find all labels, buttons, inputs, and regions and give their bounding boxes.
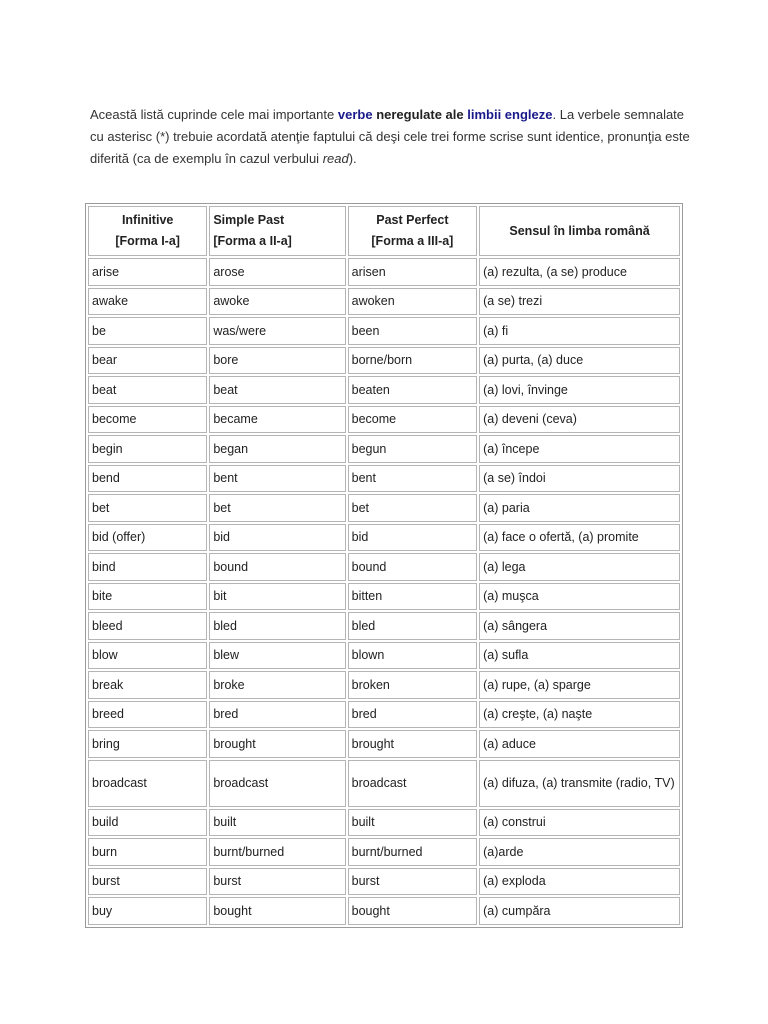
cell-simple-past: bled: [209, 612, 345, 640]
cell-simple-past: built: [209, 809, 345, 837]
table-row: [88, 494, 680, 522]
cell-infinitive: bear: [88, 347, 207, 375]
table-row: [88, 730, 680, 758]
irregular-verbs-table: [85, 203, 683, 928]
header-simple-past: [209, 206, 345, 256]
cell-past-perfect: bent: [348, 465, 478, 493]
cell-infinitive: bind: [88, 553, 207, 581]
cell-infinitive: bleed: [88, 612, 207, 640]
table-row: [88, 701, 680, 729]
cell-romanian-meaning: (a) cumpăra: [479, 897, 680, 925]
table-row: [88, 553, 680, 581]
table-row: [88, 671, 680, 699]
cell-romanian-meaning: (a) exploda: [479, 868, 680, 896]
cell-infinitive: be: [88, 317, 207, 345]
cell-simple-past: bit: [209, 583, 345, 611]
cell-simple-past: brought: [209, 730, 345, 758]
table-row: [88, 347, 680, 375]
cell-simple-past: bound: [209, 553, 345, 581]
header-past-perfect-title: Past Perfect: [376, 213, 449, 227]
cell-past-perfect: awoken: [348, 288, 478, 316]
table-row: [88, 376, 680, 404]
cell-simple-past: bet: [209, 494, 345, 522]
cell-romanian-meaning: (a se) trezi: [479, 288, 680, 316]
cell-simple-past: broadcast: [209, 760, 345, 807]
cell-simple-past: burst: [209, 868, 345, 896]
intro-bold-neregulate: neregulate ale: [376, 107, 464, 122]
table-row: [88, 583, 680, 611]
intro-text-2: . La verbele semnalate cu asterisc (*) trebuie acordată atenţie faptului că deşi cele trei forme scrise sunt identice, pronunţia este diferită (ca de exemplu în cazul verbului: [90, 107, 690, 166]
cell-romanian-meaning: (a) face o ofertă, (a) promite: [479, 524, 680, 552]
intro-paragraph: [90, 104, 690, 170]
cell-simple-past: bought: [209, 897, 345, 925]
cell-past-perfect: burst: [348, 868, 478, 896]
table-row: [88, 317, 680, 345]
cell-past-perfect: bound: [348, 553, 478, 581]
header-simple-past-form: [Forma a II-a]: [213, 234, 292, 248]
cell-romanian-meaning: (a) difuza, (a) transmite (radio, TV): [479, 760, 680, 807]
cell-past-perfect: broadcast: [348, 760, 478, 807]
cell-romanian-meaning: (a) sângera: [479, 612, 680, 640]
link-limbii-engleze[interactable]: limbii engleze: [467, 107, 553, 122]
header-infinitive: [88, 206, 207, 256]
table-row: [88, 897, 680, 925]
cell-simple-past: broke: [209, 671, 345, 699]
cell-romanian-meaning: (a) rupe, (a) sparge: [479, 671, 680, 699]
header-infinitive-form: [Forma I-a]: [115, 234, 180, 248]
table-row: [88, 642, 680, 670]
table-row: [88, 612, 680, 640]
cell-infinitive: breed: [88, 701, 207, 729]
cell-infinitive: begin: [88, 435, 207, 463]
header-simple-past-title: Simple Past: [213, 213, 285, 227]
cell-past-perfect: bid: [348, 524, 478, 552]
cell-past-perfect: bled: [348, 612, 478, 640]
cell-infinitive: bring: [88, 730, 207, 758]
cell-romanian-meaning: (a) muşca: [479, 583, 680, 611]
cell-infinitive: beat: [88, 376, 207, 404]
cell-romanian-meaning: (a se) îndoi: [479, 465, 680, 493]
cell-romanian-meaning: (a) construi: [479, 809, 680, 837]
table-row: [88, 868, 680, 896]
table-header-row: [88, 206, 680, 256]
intro-text-3: ).: [348, 151, 357, 166]
cell-infinitive: bet: [88, 494, 207, 522]
cell-past-perfect: bred: [348, 701, 478, 729]
intro-example-read: read: [322, 151, 349, 166]
cell-romanian-meaning: (a) lega: [479, 553, 680, 581]
cell-simple-past: beat: [209, 376, 345, 404]
cell-simple-past: became: [209, 406, 345, 434]
cell-infinitive: burn: [88, 838, 207, 866]
cell-past-perfect: burnt/burned: [348, 838, 478, 866]
cell-simple-past: bore: [209, 347, 345, 375]
cell-simple-past: blew: [209, 642, 345, 670]
cell-infinitive: awake: [88, 288, 207, 316]
cell-romanian-meaning: (a) începe: [479, 435, 680, 463]
cell-simple-past: burnt/burned: [209, 838, 345, 866]
cell-infinitive: blow: [88, 642, 207, 670]
cell-past-perfect: blown: [348, 642, 478, 670]
cell-past-perfect: bet: [348, 494, 478, 522]
cell-infinitive: arise: [88, 258, 207, 286]
table-row: [88, 465, 680, 493]
table-row: [88, 406, 680, 434]
cell-romanian-meaning: (a)arde: [479, 838, 680, 866]
cell-simple-past: arose: [209, 258, 345, 286]
cell-past-perfect: arisen: [348, 258, 478, 286]
cell-infinitive: burst: [88, 868, 207, 896]
cell-simple-past: began: [209, 435, 345, 463]
cell-infinitive: build: [88, 809, 207, 837]
table-row: [88, 524, 680, 552]
header-infinitive-title: Infinitive: [121, 213, 174, 227]
cell-past-perfect: broken: [348, 671, 478, 699]
header-past-perfect-form: [Forma a III-a]: [371, 234, 454, 248]
cell-past-perfect: become: [348, 406, 478, 434]
cell-infinitive: bid (offer): [88, 524, 207, 552]
table-body: [88, 258, 680, 925]
table-row: [88, 760, 680, 807]
cell-past-perfect: been: [348, 317, 478, 345]
cell-past-perfect: brought: [348, 730, 478, 758]
cell-simple-past: bid: [209, 524, 345, 552]
intro-text-1: Această listă cuprinde cele mai importante: [90, 107, 338, 122]
cell-romanian-meaning: (a) deveni (ceva): [479, 406, 680, 434]
cell-romanian-meaning: (a) rezulta, (a se) produce: [479, 258, 680, 286]
link-verbe[interactable]: verbe: [337, 107, 373, 122]
cell-romanian-meaning: (a) lovi, învinge: [479, 376, 680, 404]
cell-infinitive: bend: [88, 465, 207, 493]
cell-infinitive: broadcast: [88, 760, 207, 807]
table-row: [88, 288, 680, 316]
cell-past-perfect: begun: [348, 435, 478, 463]
cell-romanian-meaning: (a) sufla: [479, 642, 680, 670]
cell-romanian-meaning: (a) creşte, (a) naşte: [479, 701, 680, 729]
cell-infinitive: buy: [88, 897, 207, 925]
cell-past-perfect: borne/born: [348, 347, 478, 375]
cell-romanian-meaning: (a) fi: [479, 317, 680, 345]
cell-simple-past: bred: [209, 701, 345, 729]
table-row: [88, 838, 680, 866]
cell-infinitive: become: [88, 406, 207, 434]
cell-romanian-meaning: (a) purta, (a) duce: [479, 347, 680, 375]
cell-romanian-meaning: (a) aduce: [479, 730, 680, 758]
cell-simple-past: awoke: [209, 288, 345, 316]
cell-past-perfect: built: [348, 809, 478, 837]
header-romanian-meaning-title: Sensul în limba română: [509, 223, 650, 238]
cell-infinitive: break: [88, 671, 207, 699]
cell-past-perfect: bitten: [348, 583, 478, 611]
table-row: [88, 435, 680, 463]
cell-past-perfect: beaten: [348, 376, 478, 404]
cell-romanian-meaning: (a) paria: [479, 494, 680, 522]
cell-simple-past: bent: [209, 465, 345, 493]
cell-simple-past: was/were: [209, 317, 345, 345]
cell-infinitive: bite: [88, 583, 207, 611]
header-past-perfect: [348, 206, 478, 256]
table-row: [88, 258, 680, 286]
header-romanian-meaning: [479, 206, 680, 256]
table-row: [88, 809, 680, 837]
cell-past-perfect: bought: [348, 897, 478, 925]
